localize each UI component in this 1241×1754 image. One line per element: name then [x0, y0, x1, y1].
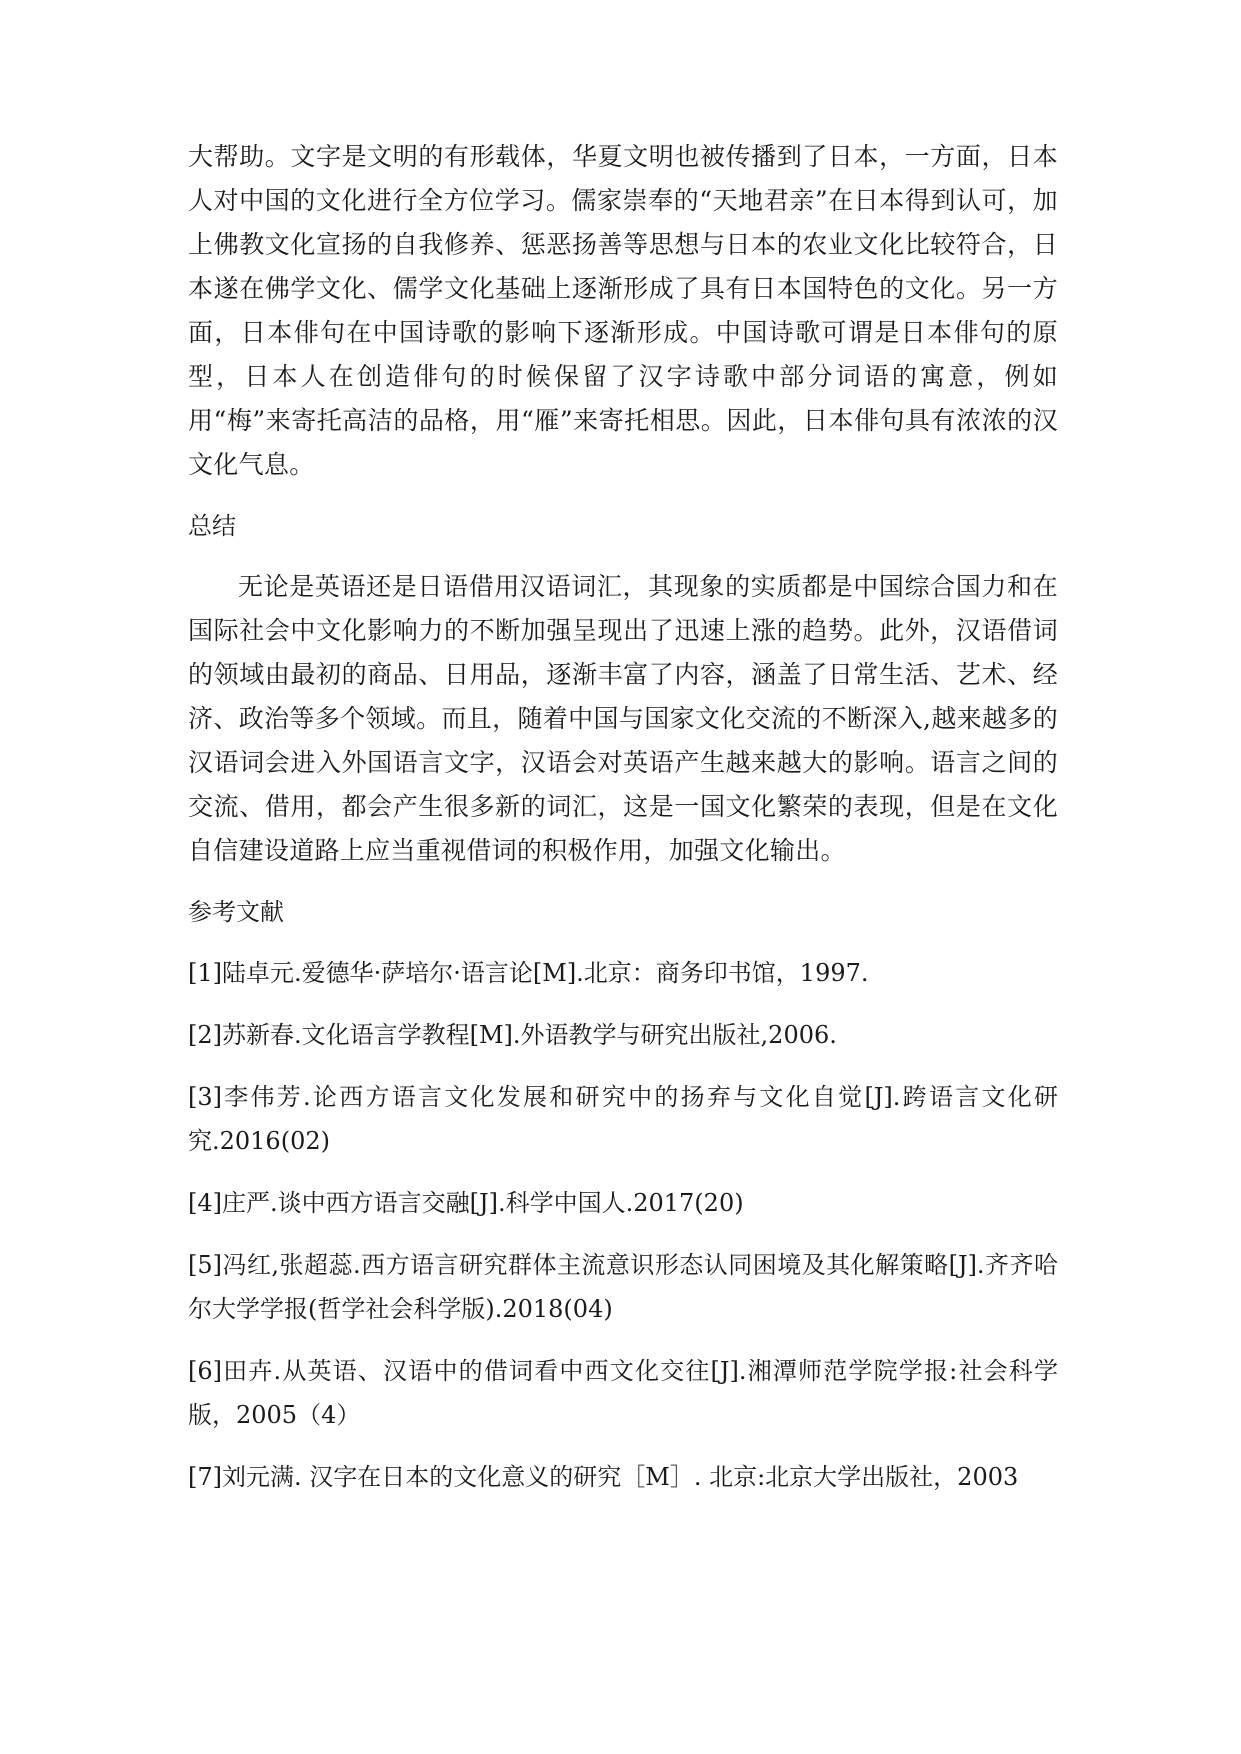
intro-paragraph: 大帮助。文字是文明的有形载体，华夏文明也被传播到了日本，一方面，日本人对中国的文化进行全方位学习。儒家崇奉的“天地君亲”在日本得到认可，加上佛教文化宣扬的自我修养、惩恶扬善等思想与日本的农业文化比较符合，日本遂在佛学文化、儒学文化基础上逐渐形成了具有日本国特色的文化。另一方面，日本俳句在中国诗歌的影响下逐渐形成。中国诗歌可谓是日本俳句的原型，日本人在创造俳句的时候保留了汉字诗歌中部分词语的寓意，例如用“梅”来寄托高洁的品格，用“雁”来寄托相思。因此，日本俳句具有浓浓的汉文化气息。 — [188, 142, 1058, 479]
reference-item: [5]冯红,张超蕊.西方语言研究群体主流意识形态认同困境及其化解策略[J].齐齐哈尔大学学报(哲学社会科学版).2018(04) — [188, 1251, 1058, 1323]
reference-item: [4]庄严.谈中西方语言交融[J].科学中国人.2017(20) — [188, 1189, 744, 1217]
reference-list — [188, 951, 1058, 1499]
document-page — [188, 135, 1058, 1517]
reference-item: [1]陆卓元.爱德华·萨培尔·语言论[M].北京：商务印书馆，1997. — [188, 959, 869, 987]
summary-heading: 总结 — [188, 512, 236, 540]
reference-item: [6]田卉.从英语、汉语中的借词看中西文化交往[J].湘潭师范学院学报:社会科学版，2005（4） — [188, 1357, 1058, 1429]
reference-item: [2]苏新春.文化语言学教程[M].外语教学与研究出版社,2006. — [188, 1021, 837, 1049]
reference-item: [7]刘元满. 汉字在日本的文化意义的研究［M］. 北京:北京大学出版社，2003 — [188, 1463, 1019, 1491]
summary-paragraph: 无论是英语还是日语借用汉语词汇，其现象的实质都是中国综合国力和在国际社会中文化影响力的不断加强呈现出了迅速上涨的趋势。此外，汉语借词的领域由最初的商品、日用品，逐渐丰富了内容，涵盖了日常生活、艺术、经济、政治等多个领域。而且，随着中国与国家文化交流的不断深入,越来越多的汉语词会进入外国语言文字，汉语会对英语产生越来越大的影响。语言之间的交流、借用，都会产生很多新的词汇，这是一国文化繁荣的表现，但是在文化自信建设道路上应当重视借词的积极作用，加强文化输出。 — [188, 572, 1058, 865]
references-heading: 参考文献 — [188, 898, 284, 926]
reference-item: [3]李伟芳.论西方语言文化发展和研究中的扬弃与文化自觉[J].跨语言文化研究.2016(02) — [188, 1083, 1058, 1155]
